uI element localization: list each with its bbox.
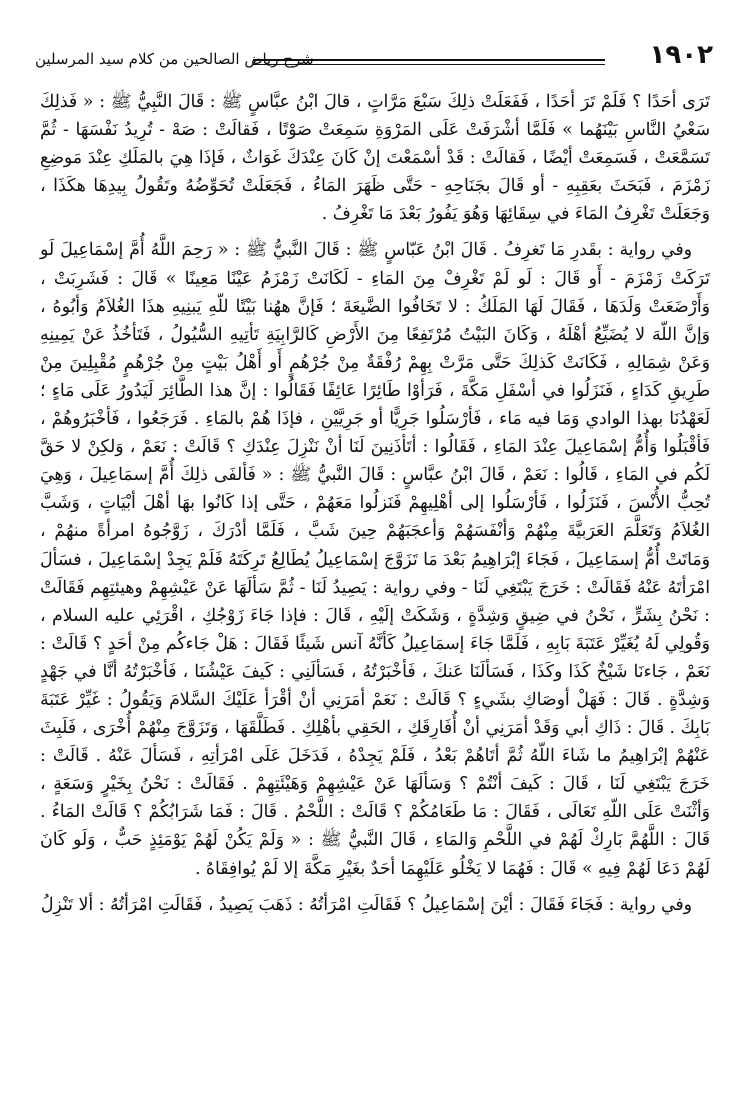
paragraph-3: وفي رواية : فَجَاءَ فَقَالَ : أيْنَ إسْمَاعِيلُ ؟ فَقَالَتِ امْرَأتُهُ : ذَهَبَ يَصِيدُ ، فَقَالَتِ امْرَأتُهُ : ألا تَنْزِلُ: [40, 894, 692, 915]
running-title: شرح رياض الصالحين من كلام سيد المرسلين: [35, 50, 314, 68]
paragraph-1: تَرَى أحَدًا ؟ فَلَمْ تَرَ أحَدًا ، فَفَعَلَتْ ذلِكَ سَبْعَ مَرَّاتٍ ، قالَ ابْنُ عبَّاسٍ ﷺ : قَالَ النَّبِيُّ ﷺ : « فَذلِكَ سَعْيُ النَّاسِ بَيْنَهُما » فَلَمَّا أشْرَفَتْ عَلَى المَرْوَةِ سَمِعَتْ صَوْتًا ، فَقالَتْ : صَهْ - تُرِيدُ نَفْسَهَا - ثُمَّ تَسَمَّعَتْ ، فَسَمِعَتْ أيْضًا ، فَقالَتْ : قَدْ أسْمَعْتَ إنْ كَانَ عِنْدَكَ غَوَاثٌ ، فَإذَا هِيَ بالمَلَكِ عِنْدَ مَوضِعِ زَمْزَمَ ، فَبَحَثَ بعَقِبِهِ - أو قَالَ بجَنَاحِهِ - حَتَّى ظَهَرَ المَاءُ ، فَجَعَلَتْ تُحَوِّضُهُ وتَقُولُ بِيدِهَا هكَذَا ، وَجَعَلَتْ تَغْرِفُ المَاءَ في سِقَائِهَا وَهُوَ يَفُورُ بَعْدَ مَا تَغْرِفُ .: [40, 92, 710, 225]
page-header: [35, 38, 715, 78]
page-number: ١٩٠٢: [649, 40, 713, 70]
paragraph-2: وفي رواية : بقَدرِ مَا تَغرِفُ . قَالَ ابْنُ عَبّاسٍ ﷺ : قَالَ النَّبيُّ ﷺ : « رَحِمَ اللَّهُ أُمَّ إسْمَاعِيلَ لَو تَرَكَتْ زَمْزَمَ - أَو قَالَ : لَو لَمْ تَغْرِفْ مِنَ المَاءِ - لَكَانَتْ زَمْزَمُ عَيْنًا مَعِينًا » قَالَ : فَشَرِبَتْ ، وَأَرْضَعَتْ وَلَدَهَا ، فَقَالَ لَهَا المَلَكُ : لا تَخَافُوا الضَّيعَةَ ؛ فَإنَّ ههُنا بَيْتًا للّهِ يَبنِيهِ هذَا الغُلاَمُ وَأبُوهُ ، وَإنَّ اللّهَ لا يُضَيِّعُ أهْلَهُ ، وَكَانَ البَيْتُ مُرْتَفِعًا مِنَ الأَرْضِ كَالرَّابِيَةِ تَأتِيهِ السُّيُولُ ، فَتَأخُذُ عَنْ يَمِينِهِ وَعَنْ شِمَالِهِ ، فَكَانَتْ كَذلِكَ حَتَّى مَرَّتْ بِهِمْ رُفْقَةٌ مِنْ جُرْهُمٍ أَو أَهْلُ بَيْتٍ مِنْ جُرْهُمٍ مُقْبِلِينَ مِنْ طَرِيقِ كَدَاءٍ ، فَنَزَلُوا في أسْفَلِ مَكَّةَ ، فَرَأوْا طَائِرًا عَائِفًا فَقَالُوا : إنَّ هذا الطَّائِرَ لَيَدُورُ عَلَى مَاءٍ ؛ لَعَهْدُنَا بهذا الوادي وَمَا فيه مَاء ، فَأرْسَلُوا جَرِيًّا أو جَرِيَّيْنِ ، فإذَا هُمْ بالمَاءِ . فَرَجَعُوا ، فَأخْبَرُوهُمْ ، فَأقْبَلُوا وَأُمُّ إسْمَاعِيلَ عِنْدَ المَاءِ ، فَقَالُوا : أتَأذَنِينَ لَنَا أنْ نَنْزِلَ عِنْدَكِ ؟ قَالَتْ : نَعَمْ ، وَلكِنْ لا حَقَّ لَكُم في المَاءِ ، قَالُوا : نَعَمْ ، قَالَ ابْنُ عبَّاسٍ : قَالَ النَّبيُّ ﷺ : « فَألفَى ذلِكَ أُمَّ إسمَاعِيلَ ، وَهِيَ تُحِبُّ الأُنْسَ ، فَنَزَلُوا ، فَأرْسَلُوا إلى أهْلِيهِمْ فَنَزلُوا مَعَهُمْ ، حَتَّى إذا كَانُوا بهَا أهْلَ أبْيَاتٍ ، وَشَبَّ الغُلاَمُ وَتَعَلَّمَ العَرَبيَّةَ مِنْهُمْ وَأنْفَسَهُمْ وَأعجَبَهُمْ حِينَ شَبَّ ، فَلَمَّا أدْرَكَ ، زَوَّجُوهُ امرأةً منهُمْ ، وَمَاتَتْ أُمُّ إسمَاعِيلَ ، فَجَاءَ إبْرَاهِيمُ بَعْدَ مَا تَزَوَّجَ إسْمَاعِيلُ يُطَالِعُ تَرِكَتَهُ فَلَمْ يَجِدْ إسْمَاعِيلَ ، فسَألَ امْرَأتَهُ عَنْهُ فَقَالَتْ : خَرَجَ يَبْتَغِي لَنَا - وفي رواية : يَصِيدُ لَنَا - ثُمَّ سَألَهَا عَنْ عَيْشِهِمْ وهيئتِهِم فَقَالَتْ : نَحْنُ بِشَرٍّ ، نَحْنُ في ضِيقٍ وَشِدَّةٍ ، وَشَكَتْ إلَيْهِ ، قَالَ : فإذا جَاءَ زَوْجُكِ ، اقْرَئِي عليه السلام ، وَقُولِي لَهُ يُغَيِّرْ عَتَبَةَ بَابِهِ ، فَلَمَّا جَاءَ إسمَاعِيلُ كَأنَّهُ آنس شَيئًا فَقَالَ : هَلْ جَاءكُم مِنْ أحَدٍ ؟ قَالَتْ : نَعَمْ ، جَاءنَا شَيْخٌ كَذَا وكَذَا ، فَسَألَنَا عَنكَ ، فَأخْبَرْتُهُ ، فَسَألَنِي : كَيفَ عَيْشُنَا ، فَأخْبَرْتُهُ أنَّا في جَهْدٍ وَشِدَّةٍ . قَالَ : فَهَلْ أوصَاكِ بشَيءٍ ؟ قَالَتْ : نَعَمْ أمَرَنِي أنْ أقْرَأ عَلَيْكَ السَّلامَ وَيَقُولُ : غَيِّرْ عَتَبَةَ بَابِكَ . قَالَ : ذَاكِ أبي وَقَدْ أمَرَنِي أنْ أُفَارِقَكِ ، الحَقِي بأهْلِكِ . فَطَلَّقَهَا ، وَتَزَوَّجَ مِنْهُمْ أُخْرَى ، فَلَبِثَ عَنْهُمْ إبْرَاهِيمُ ما شَاءَ اللّهُ ثُمَّ أتَاهُمْ بَعْدُ ، فَلَمْ يَجِدْهُ ، فَدَخَلَ عَلَى امْرَأتِهِ ، فَسَألَ عَنْهُ . قَالَتْ : خَرَجَ يَبْتَغِي لَنَا ، قَالَ : كَيفَ أنْتُمْ ؟ وَسَألَهَا عَنْ عَيْشِهِمْ وَهَيْئَتِهِمْ . فَقَالَتْ : نَحْنُ بِخَيْرٍ وَسَعَةٍ ، وَأثْنَتْ عَلَى اللّهِ تَعَالَى ، فَقَالَ : مَا طَعَامُكُمْ ؟ قَالَتْ : اللَّحْمُ . قَالَ : فَمَا شَرَابُكُمْ ؟ قَالَتْ المَاءُ . قَالَ : اللَّهُمَّ بَارِكْ لَهُمْ في اللَّحْمِ وَالمَاءِ ، قَالَ النَّبيُّ ﷺ : « وَلَمْ يَكُنْ لَهُمْ يَوْمَئِذٍ حَبٌّ ، وَلَو كَانَ لَهُمْ دَعَا لَهُمْ فِيهِ » قَالَ : فَهُمَا لا يَخْلُو عَلَيْهِمَا أحَدٌ بغَيْرِ مَكَّةَ إلا لَمْ يُوافِقَاهُ .: [40, 240, 710, 879]
body-text: [40, 88, 710, 919]
